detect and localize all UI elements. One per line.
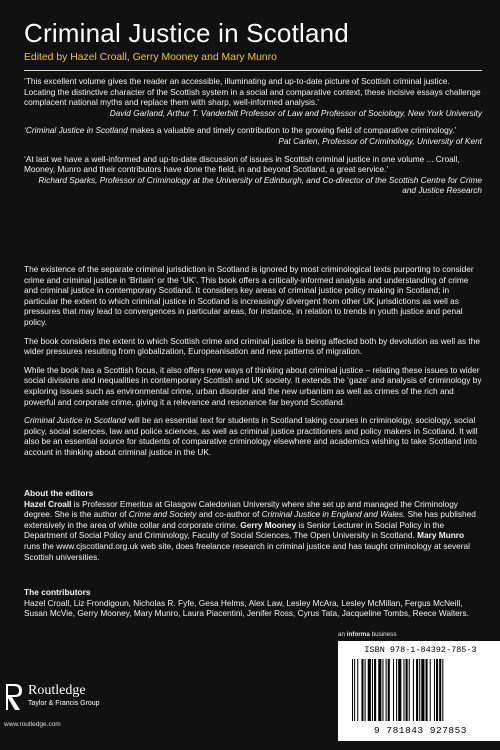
informa-brand: informa (346, 631, 370, 638)
editor-name: Hazel Croall (24, 498, 72, 509)
about-editors-heading: About the editors (24, 488, 94, 498)
divider (24, 70, 482, 71)
blurb-paragraph-3: While the book has a Scottish focus, it also offers new ways of thinking about criminal justice – relating these issues to wider social divisions and inequalities in contemporary Scottish and UK society. It extends the ‘gaze’ and analysis of criminology by exploring issues such as environmental crime, urban disorder and the new urbanism as well as crimes of the rich and powerful and corporate crime, giving it a relevance and resonance far beyond Scotland. (24, 364, 482, 407)
blurb-book-title: Criminal Justice in Scotland (24, 415, 126, 426)
barcode-icon (350, 659, 491, 723)
about-editors (24, 488, 482, 562)
book-title: Criminal Justice in Scotland (24, 18, 349, 48)
editor-bio: She has published extensively in the area of white collar and corporate crime. (24, 509, 476, 530)
barcode-digits: 9 781843 927853 (373, 725, 467, 736)
editor-bio: is Professor Emeritus at Glasgow Caledonian University where she set up and managed the Criminology degree. She is the author of (24, 498, 458, 520)
routledge-r-icon (4, 682, 24, 712)
informa-suffix: business (369, 631, 397, 638)
quote-book-title: ‘Criminal Justice in Scotland (24, 125, 128, 136)
quote-text: ‘At last we have a well-informed and up-to-date discussion of issues in Scottish criminal justice in one volume ... Croall, Mooney, Munro and their contributors have done the field, in and beyond Scotland, a great service.’ (24, 153, 460, 175)
endorsements (24, 76, 482, 203)
quote-attribution: Pat Carlen, Professor of Criminology, University of Kent (278, 135, 482, 146)
blurb (24, 264, 482, 466)
editor-bio: runs the www.cjscotland.org.uk web site, does freelance research in criminal justice and has taught criminology at several Scottish universities. (24, 540, 470, 562)
informa-prefix: an (338, 631, 347, 638)
publisher-name: Routledge (28, 683, 86, 698)
endorsement-garland (24, 76, 482, 118)
quote-text (24, 125, 482, 136)
editors-line: Edited by Hazel Croall, Gerry Mooney and Mary Munro (24, 52, 277, 63)
endorsement-sparks (24, 154, 482, 196)
informa-tag (338, 631, 396, 638)
endorsement-carlen (24, 125, 482, 146)
editor-name: Gerry Mooney (240, 519, 297, 530)
quote-text: ‘This excellent volume gives the reader an accessible, illuminating and up-to-date picture of Scottish criminal justice. Locating the distinctive character of the Scottish system in a social and comparative context, these incisive essays challenge complacent national myths and replace them with sharp, well-informed analysis.’ (24, 76, 481, 108)
isbn-text: ISBN 978-1-84392-785-3 (364, 645, 477, 655)
blurb-paragraph-2: The book considers the extent to which Scottish crime and criminal justice is being affected both by devolution as well as the wider pressures resulting from globalization, Europeanisation and new patterns of migration. (24, 335, 480, 357)
blurb-text: will be an essential text for students in Scotland taking courses in criminology, sociology, social policy, social sciences, law and police sciences, as well as criminal justice practitioners and policy makers in Scotland. It will also be an essential source for students of comparative criminology elsewhere and academics wishing to take Scotland into account in thinking about criminal justice in the UK. (24, 415, 478, 457)
editor-bio: is Senior Lecturer in Social Policy in the Department of Social Policy and Criminology, Faculty of Social Sciences, The Open University in Scotland. (24, 519, 445, 541)
book-ref: Criminal Justice in England and Wales. (261, 509, 406, 520)
contributors (24, 587, 482, 619)
publisher-url: www.routledge.com (4, 721, 61, 728)
quote-attribution: Richard Sparks, Professor of Criminology at the University of Edinburgh, and Co-director of the Scottish Centre for Crime and Justice Research (38, 174, 482, 196)
barcode-box (338, 641, 500, 741)
blurb-paragraph-1: The existence of the separate criminal jurisdiction in Scotland is ignored by most criminological texts purporting to consider crime and criminal justice in ‘Britain’ or the ‘UK’. This book offers a critically-informed analysis and understanding of crime and criminal justice in contemporary Scotland. It considers key areas of criminal justice policy making in Scotland; in particular the extent to which criminal justice in Scotland is increasingly divergent from other UK jurisdictions as well as pressures that may lead to convergences in particular areas, for instance, in relation to trends in youth justice and penal policy. (24, 264, 474, 327)
quote-body: makes a valuable and timely contribution to the growing field of comparative criminology.’ (127, 125, 457, 136)
about-editors-text (24, 499, 482, 563)
book-ref: Crime and Society (128, 509, 197, 520)
editor-bio: and co-author of (196, 509, 262, 520)
publisher-group: Taylor & Francis Group (28, 700, 100, 707)
blurb-paragraph-4 (24, 415, 482, 457)
publisher-logo (4, 680, 164, 740)
editor-name: Mary Munro (417, 530, 465, 541)
quote-attribution: David Garland, Arthur T. Vanderbilt Professor of Law and Professor of Sociology, New York University (109, 107, 482, 118)
contributors-list: Hazel Croall, Liz Frondigoun, Nicholas R. Fyfe, Gesa Helms, Alex Law, Lesley McAra, Lesley McMillan, Fergus McNeill, Susan McVie, Gerry Mooney, Mary Munro, Laura Piacentini, Jenifer Ross, Cyrus Tata, Jacqueline Tombs, Reece Walters. (24, 597, 469, 619)
contributors-heading: The contributors (24, 587, 91, 597)
